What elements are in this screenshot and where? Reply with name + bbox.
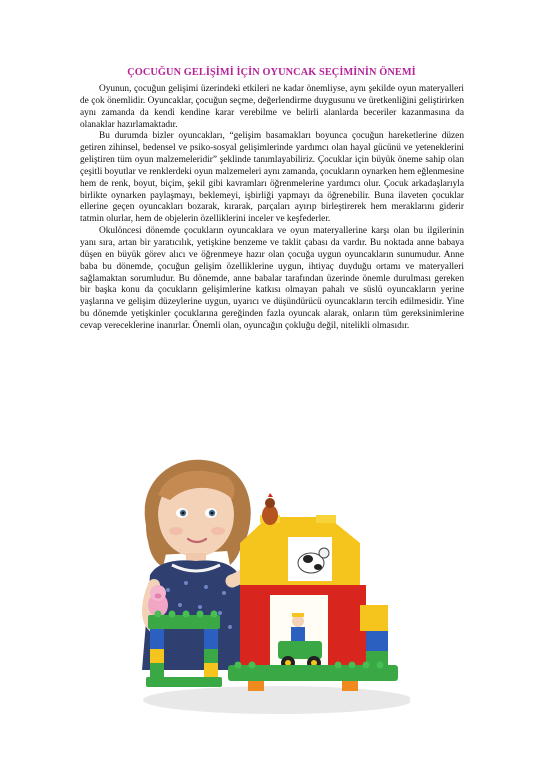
rooster-toy [262,493,278,525]
farm-wall-left [240,585,270,665]
paragraph-2: Bu durumda bizler oyuncakları, “gelişim basamakları boyunca çocuğun hareketlerine düzen getiren zihinsel, bedensel ve psiko-sosyal gelişimlerinde yardımcı olan hayal gücünü ve yeteneklerini geliştiren tüm oyun malzemeleridir” şeklinde tanımlayabiliriz. Çocuklar için büyük öneme sahip olan çeşitli boyutlar ve renklerdeki oyun malzemeleri aynı zamanda, çocukların oynarken hem eğlenmesine hem de renk, boyut, biçim, şekil gibi kavramları öğrenmelerine yardımcı olur. Çocuk arkadaşlarıyla birlikte oynarken paylaşmayı, beklemeyi, işbirliği yapmayı da öğrenebilir. Buna ilaveten çocuklar ellerine geçen oyuncakları bozarak, kırarak, parçaları ayırıp birleştirerek hem meraklarını giderir tatmin olurlar, hem de objelerin özelliklerini inceler ve keşfederler. [80,131,464,225]
paragraph-1: Oyunun, çocuğun gelişimi üzerindeki etkileri ne kadar önemliyse, aynı şekilde oyun materyalleri de çok önemlidir. Oyuncaklar, çocuğun seçme, değerlendirme duygusunu ve üretkenliğini geliştirirken aynı zamanda da kendi kendine karar verebilme ve belirli alanlarda beceriler kazanmasına da olanaklar hazırlamaktadır. [80,84,464,130]
document-body [80,84,464,333]
document-title: ÇOCUĞUN GELİŞİMİ İÇİN OYUNCAK SEÇİMİNİN ÖNEMİ [127,67,416,78]
paragraph-3: Okulöncesi dönemde çocukların oyuncaklara ve oyun materyallerine karşı olan bu ilgilerinin yanı sıra, artan bir yaratıcılık, yetişkine benzeme ve taklit çabası da vardır. Bu noktada anne babaya düşen en büyük görev alıcı ve öğrenmeye hazır olan çocuğa uygun oyuncakların sunumudur. Anne baba bu dönemde, çocuğun gelişim özelliklerine uygun, ihtiyaç duyduğu ortamı ve materyalleri sağlamaktan sorumludur. Bu dönemde, anne babalar tarafından üzerinde önemle durulması gereken bir başka konu da çocukların gelişimlerine katkısı olmayan pahalı ve süslü oyuncakların yerine yaşlarına ve gelişim düzeylerine uygun, uyarıcı ve düşündürücü oyuncakların tercih edilmesidir. Yine bu dönemde yetişkinler çocuklarına gereğinden fazla oyuncak alarak, onların tüm gereksinimlerine cevap vereceklerine inanırlar. Önemli olan, oyuncağın çokluğu değil, nitelikli olmasıdır. [80,226,464,331]
toy-farm-house [228,493,398,691]
child-with-toy-farm-illustration [128,455,410,717]
floor-shadow [143,686,410,714]
